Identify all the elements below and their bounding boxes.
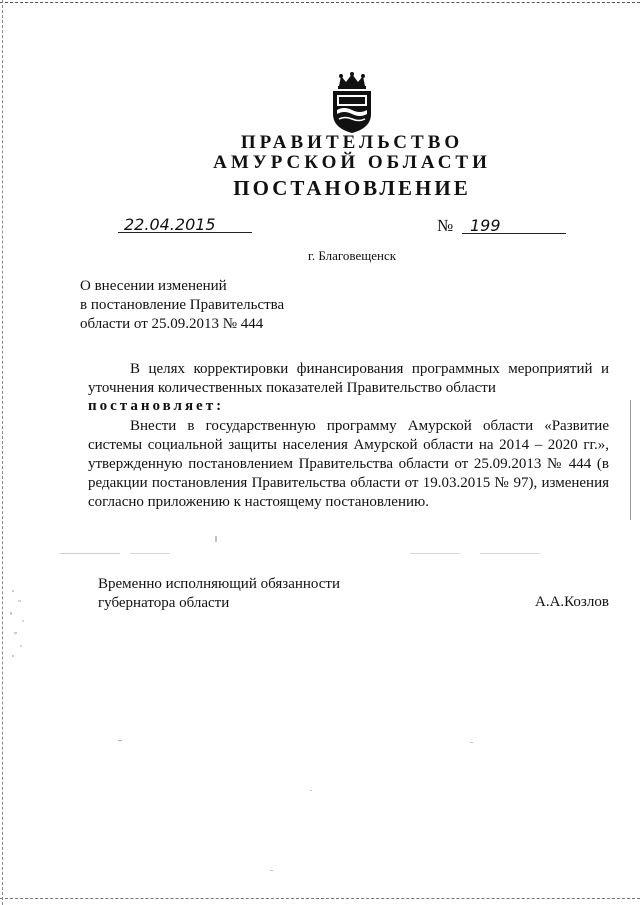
handwritten-number: 199 (462, 216, 566, 234)
signer-position-line: Временно исполняющий обязанности (98, 576, 341, 592)
clause-paragraph: Внести в государственную программу Амурской области «Развитие системы социальной защиты населения Амурской области на 2014 – 2020 гг.», утвержденную постановлением Правительства области от 25.09.2013 № 444 (в редакции постановления Правительства области от 19.03.2015 № 97), изменения согласно приложению к настоящему постановлению. (88, 418, 609, 510)
subject-line: в постановление Правительства (80, 297, 285, 313)
signer-position-line: губернатора области (98, 595, 230, 611)
subject-line: области от 25.09.2013 № 444 (80, 316, 264, 332)
document-type-title: ПОСТАНОВЛЕНИЕ (233, 176, 471, 200)
city-line: г. Благовещенск (307, 248, 397, 263)
resolves-word: постановляет: (88, 398, 225, 414)
org-title-line1: ПРАВИТЕЛЬСТВО (240, 132, 464, 153)
signer-name: А.А.Козлов (535, 594, 609, 610)
handwritten-date: 22.04.2015 (118, 215, 252, 233)
number-label: № (437, 216, 454, 235)
preamble-paragraph: В целях корректировки финансирования программных мероприятий и уточнения количественных показателей Правительство области (88, 361, 609, 396)
subject-line: О внесении изменений (80, 278, 227, 294)
org-title-line2: АМУРСКОЙ ОБЛАСТИ (213, 152, 491, 173)
